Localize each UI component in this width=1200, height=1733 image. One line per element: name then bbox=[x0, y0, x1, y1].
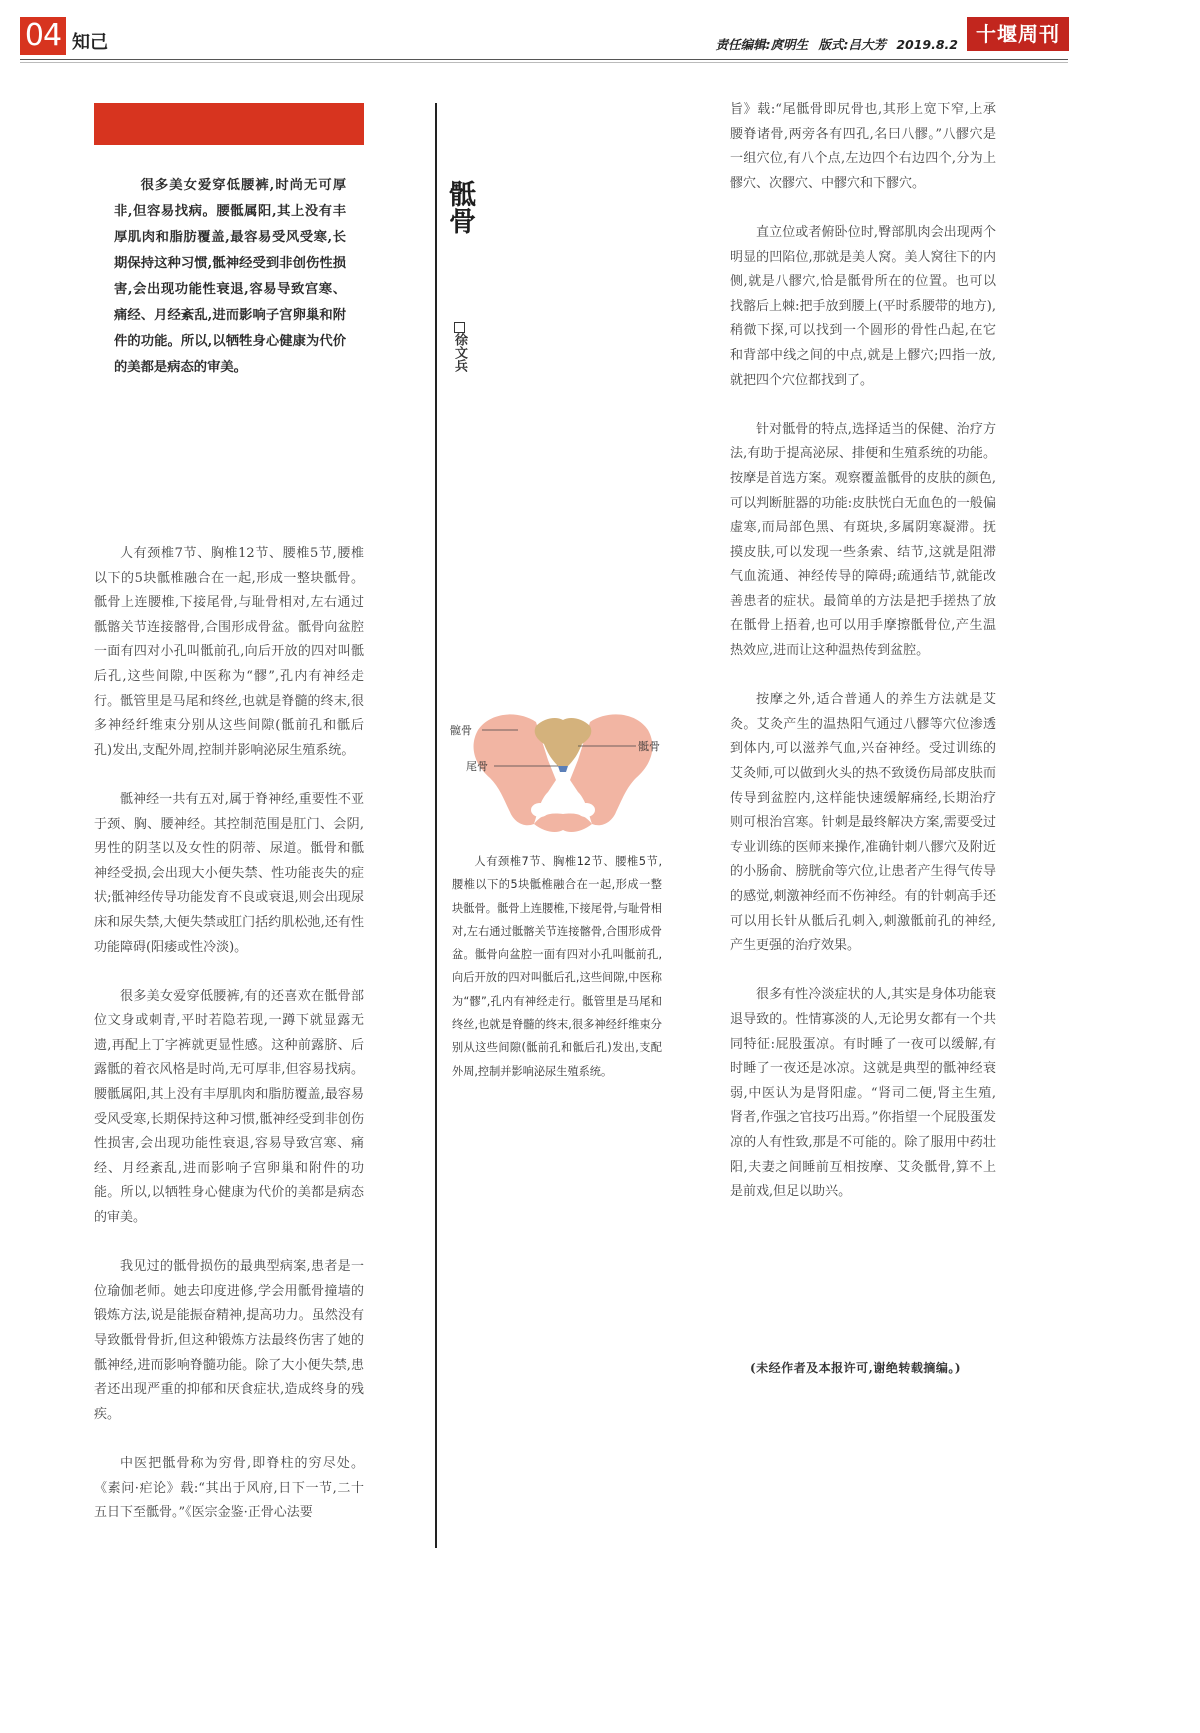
body-paragraph: 中医把骶骨称为穷骨,即脊柱的穷尽处。《素问·疟论》载:“其出于风府,日下一节,二十五日下至骶骨。”《医宗金鉴·正骨心法要 bbox=[94, 1455, 364, 1521]
body-paragraph: 人有颈椎7节、胸椎12节、腰椎5节,腰椎以下的5块骶椎融合在一起,形成一整块骶骨。骶骨上连腰椎,下接尾骨,与耻骨相对,左右通过骶髂关节连接髂骨,合围形成骨盆。骶骨向盆腔一面有四对小孔叫骶前孔,向后开放的四对叫骶后孔,这些间隙,中医称为“髎”,孔内有神经走行。骶管里是马尾和终丝,也就是脊髓的终末,很多神经纤维束分别从这些间隙(骶前孔和骶后孔)发出,支配外周,控制并影响泌尿生殖系统。 bbox=[94, 546, 364, 758]
coccyx-bone bbox=[558, 766, 568, 772]
article-author: 徐文兵 bbox=[452, 333, 467, 372]
pelvis-illustration bbox=[448, 700, 678, 840]
body-paragraph: 按摩之外,适合普通人的养生方法就是艾灸。艾灸产生的温热阳气通过八髎等穴位渗透到体内,可以滋养气血,兴奋神经。受过训练的艾灸师,可以做到火头的热不致烫伤局部皮肤而传导到盆腔内,这样能快速缓解痛经,长期治疗则可根治宫寒。针刺是最终解决方案,需要受过专业训练的医师来操作,准确针刺八髎穴及附近的小肠俞、膀胱俞等穴位,让患者产生得气传导的感觉,刺激神经而不伤神经。有的针刺高手还可以用长针从骶后孔刺入,刺激骶前孔的神经,产生更强的治疗效果。 bbox=[730, 692, 996, 954]
coccyx-label: 尾骨 bbox=[466, 760, 488, 773]
article-title: 骶骨 bbox=[444, 180, 475, 234]
body-paragraph: 我见过的骶骨损伤的最典型病案,患者是一位瑜伽老师。她去印度进修,学会用骶骨撞墙的锻炼方法,说是能振奋精神,提高功力。虽然没有导致骶骨骨折,但这种锻炼方法最终伤害了她的骶神经,进而影响脊髓功能。除了大小便失禁,患者还出现严重的抑郁和厌食症状,造成终身的残疾。 bbox=[94, 1259, 364, 1422]
left-foramen bbox=[531, 803, 549, 817]
body-paragraph: 骶神经一共有五对,属于脊神经,重要性不亚于颈、胸、腰神经。其控制范围是肛门、会阴,男性的阴茎以及女性的阴蒂、尿道。骶骨和骶神经受损,会出现大小便失禁、性功能丧失的症状;骶神经传导功能发育不良或衰退,则会出现尿床和尿失禁,大便失禁或肛门括约肌松弛,还有性功能障碍(阳痿或性冷淡)。 bbox=[94, 791, 364, 955]
section-name: 知己 bbox=[72, 32, 108, 53]
figure-caption: 人有颈椎7节、胸椎12节、腰椎5节,腰椎以下的5块骶椎融合在一起,形成一整块骶骨。骶骨上连腰椎,下接尾骨,与耻骨相对,左右通过骶髂关节连接髂骨,合围形成骨盆。骶骨向盆腔一面有四对小孔叫骶前孔,向后开放的四对叫骶后孔,这些间隙,中医称为“髎”,孔内有神经走行。骶管里是马尾和终丝,也就是脊髓的终末,很多神经纤维束分别从这些间隙(骶前孔和骶后孔)发出,支配外周,控制并影响泌尿生殖系统。 bbox=[452, 855, 662, 1078]
issue-date: 2019.8.2 bbox=[896, 37, 958, 52]
column-divider bbox=[435, 103, 437, 1548]
article-abstract: 很多美女爱穿低腰裤,时尚无可厚非,但容易找病。腰骶属阳,其上没有丰厚肌肉和脂肪覆盖,最容易受风受寒,长期保持这种习惯,骶神经受到非创伤性损害,会出现功能性衰退,容易导致宫寒、痛经、月经紊乱,进而影响子宫卵巢和附件的功能。所以,以牺牲身心健康为代价的美都是病态的审美。 bbox=[114, 178, 346, 375]
body-paragraph: 直立位或者俯卧位时,臀部肌肉会出现两个明显的凹陷位,那就是美人窝。美人窝往下的内侧,就是八髎穴,恰是骶骨所在的位置。也可以找髂后上棘:把手放到腰上(平时系腰带的地方),稍微下探,可以找到一个圆形的骨性凸起,在它和背部中线之间的中点,就是上髎穴;四指一放,就把四个穴位都找到了。 bbox=[730, 224, 996, 388]
header-rule-secondary bbox=[20, 62, 1068, 63]
ilium-label: 髋骨 bbox=[450, 724, 472, 737]
right-foramen bbox=[577, 803, 595, 817]
editor-credit: 责任编辑:庹明生 bbox=[715, 37, 809, 52]
masthead-logo: 十堰周刊 bbox=[967, 17, 1069, 51]
author-marker-icon bbox=[454, 322, 465, 333]
page-number: 04 bbox=[20, 17, 66, 55]
right-column bbox=[730, 98, 996, 1229]
body-paragraph: 旨》载:“尾骶骨即尻骨也,其形上宽下窄,上承腰脊诸骨,两旁各有四孔,名曰八髎。”八髎穴是一组穴位,有八个点,左边四个右边四个,分为上髎穴、次髎穴、中髎穴和下髎穴。 bbox=[730, 102, 996, 191]
left-column bbox=[94, 542, 364, 1550]
body-paragraph: 很多有性冷淡症状的人,其实是身体功能衰退导致的。性情寡淡的人,无论男女都有一个共同特征:屁股蛋凉。有时睡了一夜可以缓解,有时睡了一夜还是冰凉。这就是典型的骶神经衰弱,中医认为是肾阳虚。“肾司二便,肾主生殖,肾者,作强之官技巧出焉。”你指望一个屁股蛋发凉的人有性致,那是不可能的。除了服用中药壮阳,夫妻之间睡前互相按摩、艾灸骶骨,算不上是前戏,但足以助兴。 bbox=[730, 987, 996, 1200]
layout-credit: 版式:吕大芳 bbox=[818, 37, 886, 52]
sacrum-label: 骶骨 bbox=[638, 740, 660, 753]
body-paragraph: 很多美女爱穿低腰裤,有的还喜欢在骶骨部位文身或刺青,平时若隐若现,一蹲下就显露无遗,再配上丁字裤就更显性感。这种前露脐、后露骶的着衣风格是时尚,无可厚非,但容易找病。腰骶属阳,其上没有丰厚肌肉和脂肪覆盖,最容易受风受寒,长期保持这种习惯,骶神经受到非创伤性损害,会出现功能性衰退,容易导致宫寒、痛经、月经紊乱,进而影响子宫卵巢和附件的功能。所以,以牺牲身心健康为代价的美都是病态的审美。 bbox=[94, 988, 364, 1226]
body-paragraph: 针对骶骨的特点,选择适当的保健、治疗方法,有助于提高泌尿、排便和生殖系统的功能。按摩是首选方案。观察覆盖骶骨的皮肤的颜色,可以判断脏器的功能:皮肤恍白无血色的一般偏虚寒,而局部色黑、有斑块,多属阴寒凝滞。抚摸皮肤,可以发现一些条索、结节,这就是阻滞气血流通、神经传导的障碍;疏通结节,就能改善患者的症状。最简单的方法是把手搓热了放在骶骨上捂着,也可以用手摩擦骶骨位,产生温热效应,进而让这种温热传到盆腔。 bbox=[730, 421, 996, 659]
copyright-notice: (未经作者及本报许可,谢绝转载摘编。) bbox=[750, 1361, 962, 1375]
header-credits bbox=[710, 35, 958, 53]
header-rule bbox=[20, 59, 1068, 60]
title-bar bbox=[94, 103, 364, 145]
